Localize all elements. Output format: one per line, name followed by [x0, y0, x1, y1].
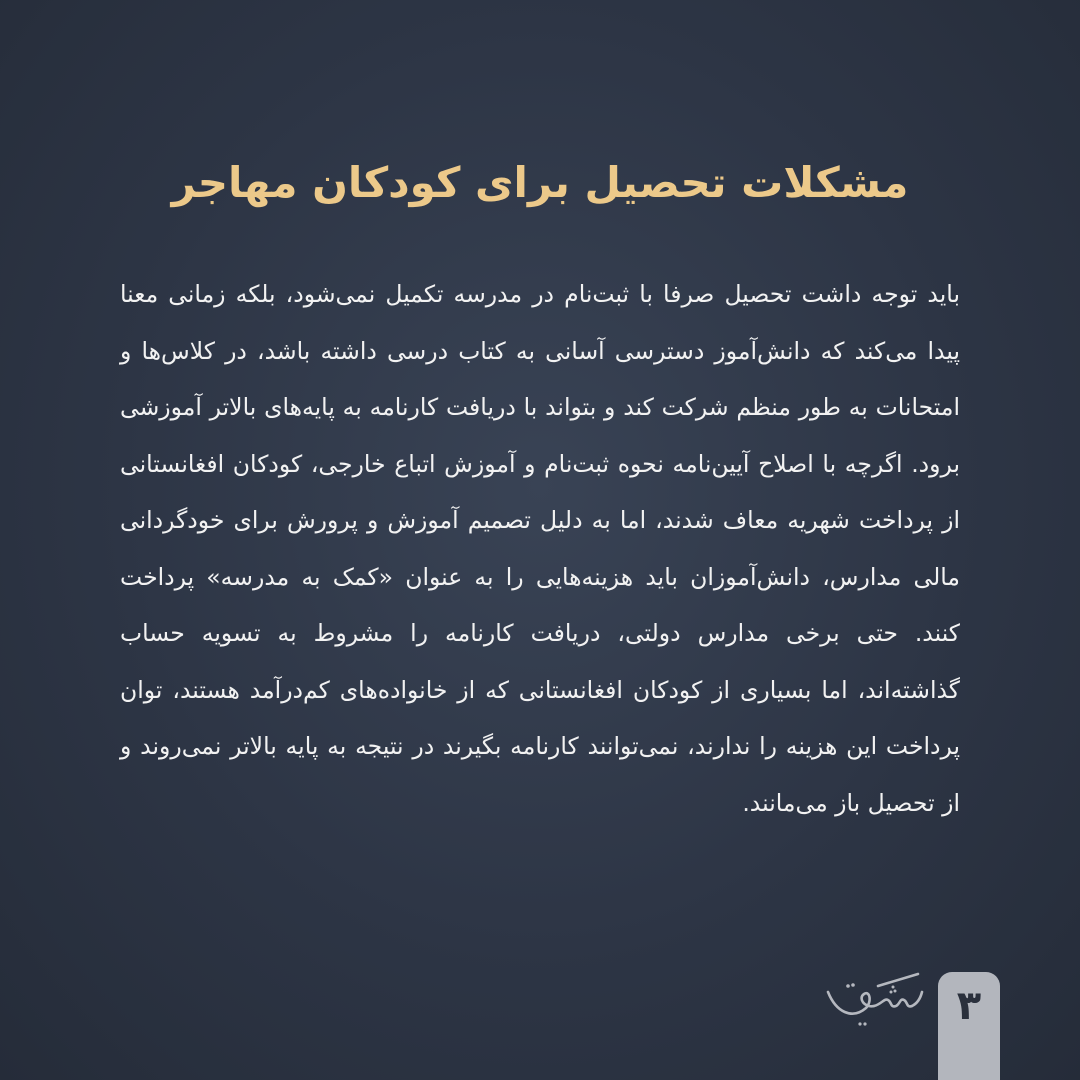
- page-number-tab: [938, 972, 1000, 1080]
- page-number: ۳: [956, 983, 982, 1029]
- page-title: مشکلات تحصیل برای کودکان مهاجر: [171, 158, 909, 207]
- body-paragraph: باید توجه داشت تحصیل صرفا با ثبت‌نام در مدرسه تکمیل نمی‌شود، بلکه زمانی معنا پیدا می‌کند که دانش‌آموز دسترسی آسانی به کتاب درسی داشته باشد، در کلاس‌ها و امتحانات به طور منظم شرکت کند و بتواند با دریافت کارنامه به پایه‌های بالاتر آموزشی برود. اگرچه با اصلاح آیین‌نامه نحوه ثبت‌نام و آموزش اتباع خارجی، کودکان افغانستانی از پرداخت شهریه معاف شدند، اما به دلیل تصمیم آموزش و پرورش برای خودگردانی مالی مدارس، دانش‌آموزان باید هزینه‌هایی را به عنوان «کمک به مدرسه» پرداخت کنند. حتی برخی مدارس دولتی، دریافت کارنامه را مشروط به تسویه حساب گذاشته‌اند، اما بسیاری از کودکان افغانستانی که از خانواده‌های کم‌درآمد هستند، توان پرداخت این هزینه را ندارند، نمی‌توانند کارنامه بگیرند در نتیجه به پایه بالاتر نمی‌روند و از تحصیل باز می‌مانند.: [120, 280, 960, 817]
- brand-signature-logo: [818, 968, 928, 1038]
